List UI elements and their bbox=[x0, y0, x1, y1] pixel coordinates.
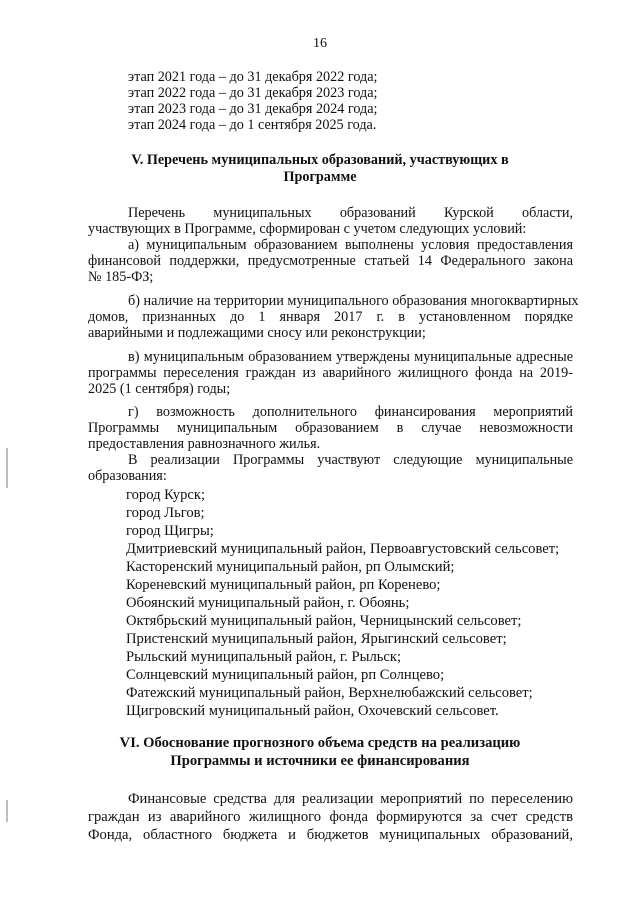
scan-margin-mark bbox=[6, 448, 8, 488]
financing-text-line: граждан из аварийного жилищного фонда формируются за счет средств bbox=[88, 809, 573, 825]
participant-item: Октябрьский муниципальный район, Черницынский сельсовет; bbox=[126, 613, 522, 629]
participant-item: Кореневский муниципальный район, рп Коренево; bbox=[126, 577, 441, 593]
participant-item: город Курск; bbox=[126, 487, 206, 503]
participants-intro: В реализации Программы участвуют следующие муниципальные bbox=[128, 452, 573, 468]
participant-item: город Льгов; bbox=[126, 505, 205, 521]
stage-line: этап 2022 года – до 31 декабря 2023 года; bbox=[128, 85, 378, 101]
page-number: 16 bbox=[313, 36, 327, 51]
condition-b-line: домов, признанных до 1 января 2017 г. в установленном порядке bbox=[88, 309, 573, 325]
condition-g-line: г) возможность дополнительного финансирования мероприятий bbox=[128, 404, 573, 420]
condition-a-line: № 185-ФЗ; bbox=[88, 269, 154, 285]
condition-v-line: в) муниципальным образованием утверждены муниципальные адресные bbox=[128, 349, 573, 365]
condition-v-line: программы переселения граждан из аварийного жилищного фонда на 2019- bbox=[88, 365, 573, 381]
section-6-heading: VI. Обоснование прогнозного объема средств на реализацию bbox=[119, 735, 521, 751]
participant-item: Дмитриевский муниципальный район, Первоавгустовский сельсовет; bbox=[126, 541, 560, 557]
condition-b-line: б) наличие на территории муниципального образования многоквартирных bbox=[128, 293, 579, 309]
paragraph-line: участвующих в Программе, сформирован с учетом следующих условий: bbox=[88, 221, 527, 237]
participant-item: Фатежский муниципальный район, Верхнелюбажский сельсовет; bbox=[126, 685, 533, 701]
participant-item: Обоянский муниципальный район, г. Обоянь; bbox=[126, 595, 410, 611]
financing-text-line: Финансовые средства для реализации мероприятий по переселению bbox=[128, 791, 573, 807]
condition-a-line: а) муниципальным образованием выполнены условия предоставления bbox=[128, 237, 573, 253]
stage-line: этап 2023 года – до 31 декабря 2024 года; bbox=[128, 101, 378, 117]
scan-margin-mark bbox=[6, 800, 8, 822]
participant-item: Рыльский муниципальный район, г. Рыльск; bbox=[126, 649, 402, 665]
condition-b-line: аварийными и подлежащими сносу или реконструкции; bbox=[88, 325, 426, 341]
participant-item: Солнцевский муниципальный район, рп Солнцево; bbox=[126, 667, 445, 683]
condition-g-line: предоставления равнозначного жилья. bbox=[88, 436, 321, 452]
stage-line: этап 2024 года – до 1 сентября 2025 года. bbox=[128, 117, 377, 133]
participant-item: город Щигры; bbox=[126, 523, 214, 539]
condition-g-line: Программы муниципальным образованием в случае невозможности bbox=[88, 420, 573, 436]
stage-line: этап 2021 года – до 31 декабря 2022 года; bbox=[128, 69, 378, 85]
section-5-heading: V. Перечень муниципальных образований, участвующих в bbox=[131, 152, 509, 168]
condition-a-line: финансовой поддержки, предусмотренные статьей 14 Федерального закона bbox=[88, 253, 573, 269]
section-5-heading: Программе bbox=[283, 169, 357, 185]
paragraph-line: Перечень муниципальных образований Курской области, bbox=[128, 205, 573, 221]
participant-item: Щигровский муниципальный район, Охочевский сельсовет. bbox=[126, 703, 499, 719]
condition-v-line: 2025 (1 сентября) годы; bbox=[88, 381, 231, 397]
participant-item: Пристенский муниципальный район, Ярыгинский сельсовет; bbox=[126, 631, 507, 647]
participants-intro: образования: bbox=[88, 468, 167, 484]
section-6-heading: Программы и источники ее финансирования bbox=[170, 753, 470, 769]
financing-text-line: Фонда, областного бюджета и бюджетов муниципальных образований, bbox=[88, 827, 573, 843]
participant-item: Касторенский муниципальный район, рп Олымский; bbox=[126, 559, 455, 575]
